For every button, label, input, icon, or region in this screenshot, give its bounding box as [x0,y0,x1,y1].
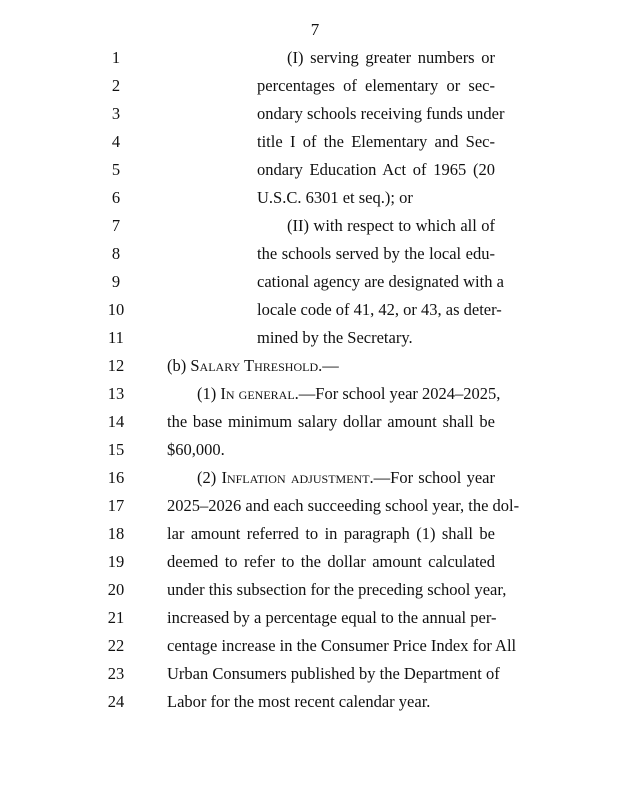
line-number: 22 [107,636,125,655]
line-number: 20 [107,580,125,599]
line-number: 13 [107,384,125,403]
page-number: 7 [310,20,320,39]
line-text: deemed to refer to the dollar amount calculated [167,552,495,571]
line-number: 8 [111,244,121,263]
line-number: 11 [108,328,124,347]
line-number: 10 [107,300,125,319]
line-text: title I of the Elementary and Sec- [257,132,495,151]
line-text: lar amount referred to in paragraph (1) shall be [167,524,495,543]
line-text: under this subsection for the preceding school year, [167,580,507,599]
line-text: U.S.C. 6301 et seq.); or [257,188,413,207]
line-text: (II) with respect to which all of [287,216,495,235]
line-number: 4 [111,132,121,151]
line-number: 12 [107,356,125,375]
line-text: cational agency are designated with a [257,272,504,291]
paragraph-heading: (1) In general.—For school year 2024–2025, [197,384,501,403]
line-text: ondary schools receiving funds under [257,104,505,123]
line-text: centage increase in the Consumer Price Index for All [167,636,517,655]
line-text: Urban Consumers published by the Department of [167,664,500,683]
paragraph-heading: (2) Inflation adjustment.—For school year [197,468,495,487]
line-number: 3 [111,104,121,123]
line-text: $60,000. [167,440,225,459]
line-number: 24 [107,692,125,711]
line-text: 2025–2026 and each succeeding school year, the dol- [167,496,520,515]
line-number: 18 [107,524,125,543]
line-text: locale code of 41, 42, or 43, as deter- [257,300,502,319]
line-text: the base minimum salary dollar amount shall be [167,412,495,431]
line-text: (I) serving greater numbers or [287,48,495,67]
line-text: ondary Education Act of 1965 (20 [257,160,495,179]
line-text: mined by the Secretary. [257,328,413,347]
line-number: 14 [107,412,125,431]
line-number: 16 [107,468,125,487]
line-number: 6 [111,188,121,207]
line-number: 1 [111,48,121,67]
line-number: 23 [107,664,125,683]
line-number: 2 [111,76,121,95]
line-text: Labor for the most recent calendar year. [167,692,431,711]
line-number: 15 [107,440,125,459]
line-text: increased by a percentage equal to the annual per- [167,608,497,627]
line-text: percentages of elementary or sec- [257,76,495,95]
line-number: 7 [111,216,121,235]
line-number: 21 [107,608,125,627]
line-text: the schools served by the local edu- [257,244,495,263]
line-number: 5 [111,160,121,179]
line-number: 9 [111,272,121,291]
line-number: 19 [107,552,125,571]
line-number: 17 [107,496,125,515]
subsection-heading: (b) Salary Threshold.— [167,356,339,375]
